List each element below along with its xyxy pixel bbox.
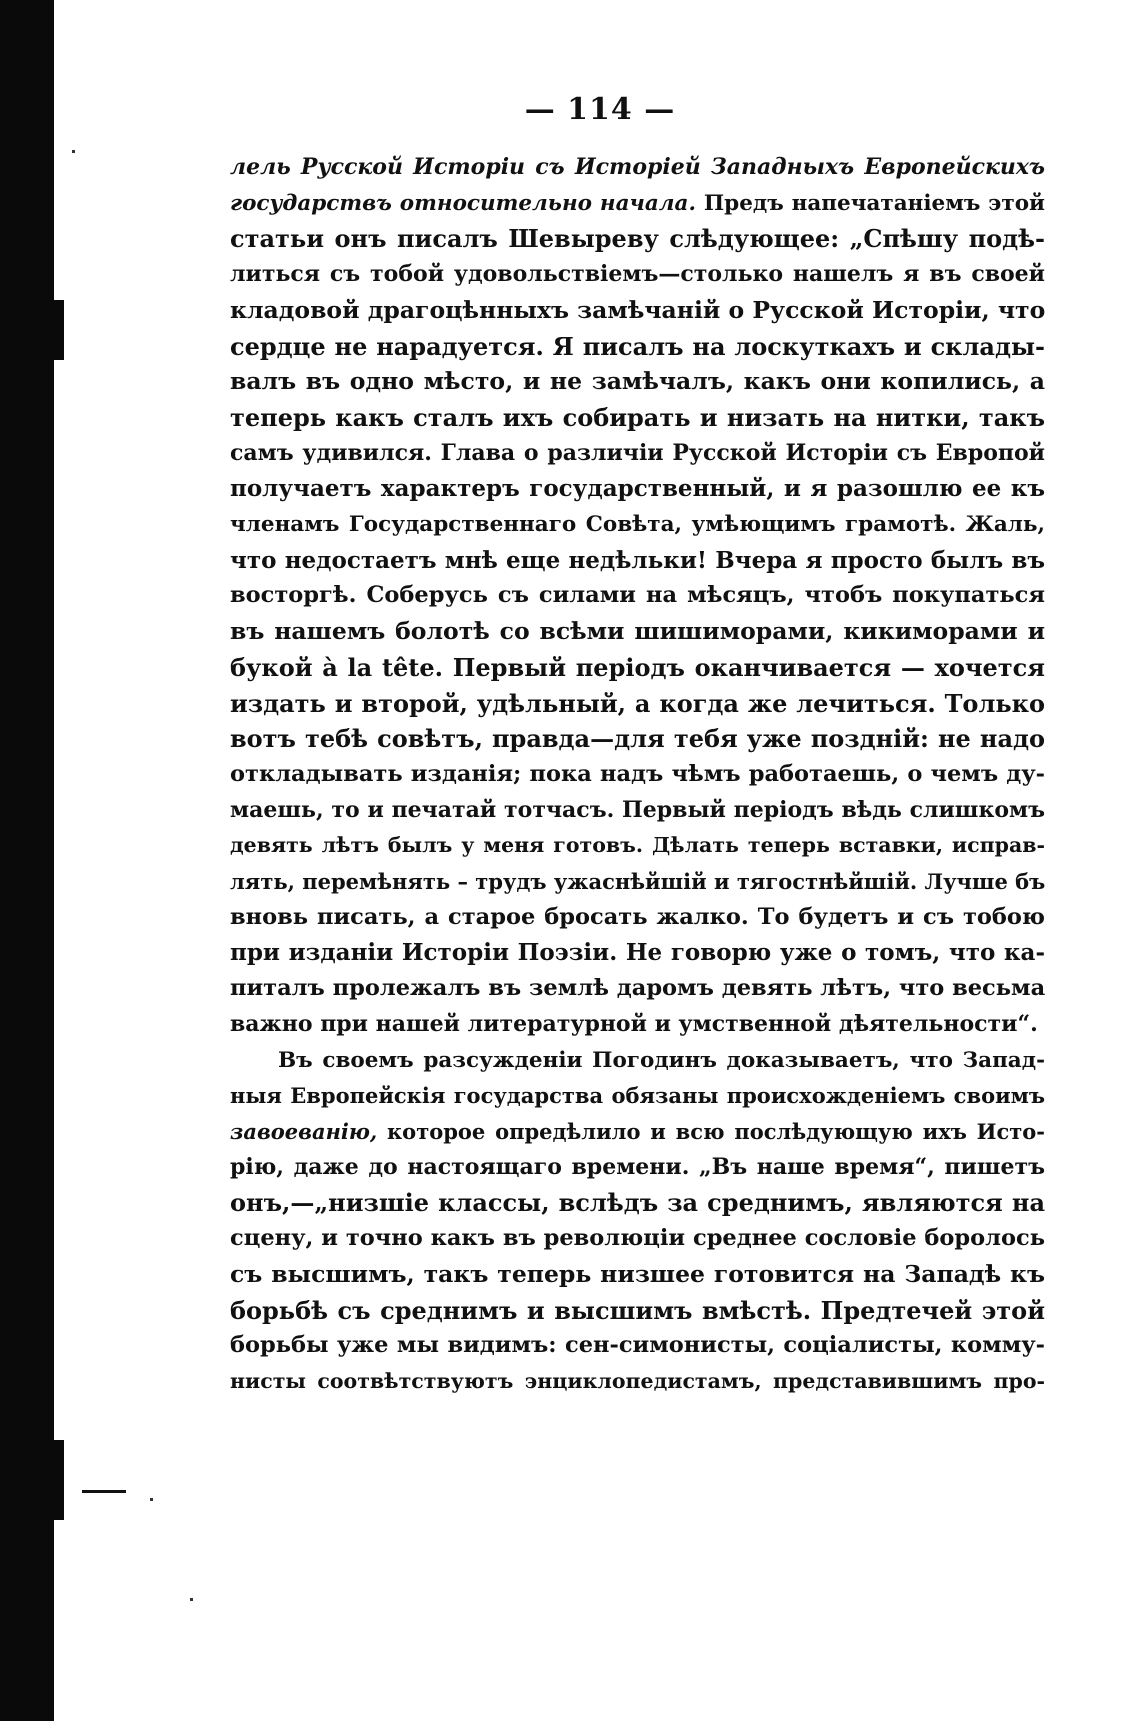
margin-speck <box>150 1498 153 1501</box>
text-line: лель Русской Исторіи съ Исторіей Западныхъ Европейскихъ <box>230 154 1045 180</box>
text-line: Въ своемъ разсужденіи Погодинъ доказываетъ, что Запад- <box>278 1047 1045 1073</box>
text-line: государствъ относительно начала. Предъ напечатаніемъ этой <box>230 190 1046 216</box>
scan-edge-notch <box>54 300 64 360</box>
text-line: при изданіи Исторіи Поэзіи. Не говорю уже о томъ, что ка- <box>230 939 1045 967</box>
text-line: онъ,—„низшіе классы, вслѣдъ за среднимъ, являются на <box>230 1188 1045 1218</box>
text-line: ныя Европейскія государства обязаны происхожденіемъ своимъ <box>230 1083 1045 1109</box>
text-line: восторгѣ. Соберусь съ силами на мѣсяцъ, чтобъ покупаться <box>230 582 1045 609</box>
text-line: членамъ Государственнаго Совѣта, умѣющимъ грамотѣ. Жаль, <box>230 512 1045 538</box>
text-line: букой à la tête. Первый періодъ оканчивается — хочется <box>230 652 1045 682</box>
text-line: вновь писать, а старое бросать жалко. То будетъ и съ тобою <box>230 903 1045 930</box>
text-line: сердце не нарадуется. Я писалъ на лоскуткахъ и склады- <box>230 331 1045 361</box>
text-line: сцену, и точно какъ въ революціи среднее сословіе боролось <box>230 1225 1045 1252</box>
paragraph <box>230 150 1045 1043</box>
margin-ink-mark <box>82 1490 126 1493</box>
text-line: самъ удивился. Глава о различіи Русской Исторіи съ Европой <box>230 439 1045 466</box>
text-line: вотъ тебѣ совѣтъ, правда—для тебя уже поздній: не надо <box>230 724 1045 754</box>
scan-edge-notch <box>54 1440 64 1520</box>
paragraph <box>230 1043 1045 1400</box>
margin-speck <box>72 150 75 153</box>
text-line: въ нашемъ болотѣ со всѣми шишиморами, кикиморами и <box>230 617 1045 646</box>
body-text <box>230 150 1045 1400</box>
margin-speck <box>190 1598 193 1601</box>
text-line: борьбѣ съ среднимъ и высшимъ вмѣстѣ. Предтечей этой <box>230 1295 1045 1325</box>
text-line: откладывать изданія; пока надъ чѣмъ работаешь, о чемъ ду- <box>230 760 1045 787</box>
text-line: борьбы уже мы видимъ: сен-симонисты, соціалисты, комму- <box>230 1332 1045 1359</box>
text-line: девять лѣтъ былъ у меня готовъ. Дѣлать теперь вставки, исправ- <box>230 833 1045 858</box>
text-line: важно при нашей литературной и умственной дѣятельности“. <box>230 1010 1038 1037</box>
text-line: издать и второй, удѣльный, а когда же лечиться. Только <box>230 688 1045 718</box>
text-line: получаетъ характеръ государственный, и я разошлю ее къ <box>230 475 1045 503</box>
text-line: литься съ тобой удовольствіемъ—столько нашелъ я въ своей <box>230 261 1045 288</box>
text-line: статьи онъ писалъ Шевыреву слѣдующее: „Спѣшу подѣ- <box>230 224 1045 254</box>
text-line: теперь какъ сталъ ихъ собирать и низать на нитки, такъ <box>230 402 1045 432</box>
scan-dark-edge <box>0 0 54 1721</box>
text-line: питалъ пролежалъ въ землѣ даромъ девять лѣтъ, что весьма <box>230 975 1046 1002</box>
text-line: кладовой драгоцѣнныхъ замѣчаній о Русской Исторіи, что <box>230 295 1046 324</box>
text-line: завоеванію, которое опредѣлило и всю послѣдующую ихъ Исто- <box>230 1118 1045 1144</box>
text-line: рію, даже до настоящаго времени. „Въ наше время“, пишетъ <box>230 1153 1045 1180</box>
text-line: нисты соотвѣтствуютъ энциклопедистамъ, представившимъ про- <box>230 1368 1045 1393</box>
text-line: валъ въ одно мѣсто, и не замѣчалъ, какъ они копились, а <box>230 367 1045 396</box>
text-line: маешь, то и печатай тотчасъ. Первый періодъ вѣдь слишкомъ <box>230 796 1045 823</box>
page-number: — 114 — <box>524 92 676 127</box>
text-line: лять, перемѣнять – трудъ ужаснѣйшій и тягостнѣйшій. Лучше бъ <box>230 869 1046 895</box>
text-line: что недостаетъ мнѣ еще недѣльки! Вчера я просто былъ въ <box>230 546 1045 574</box>
text-line: съ высшимъ, такъ теперь низшее готовится на Западѣ къ <box>230 1259 1045 1288</box>
